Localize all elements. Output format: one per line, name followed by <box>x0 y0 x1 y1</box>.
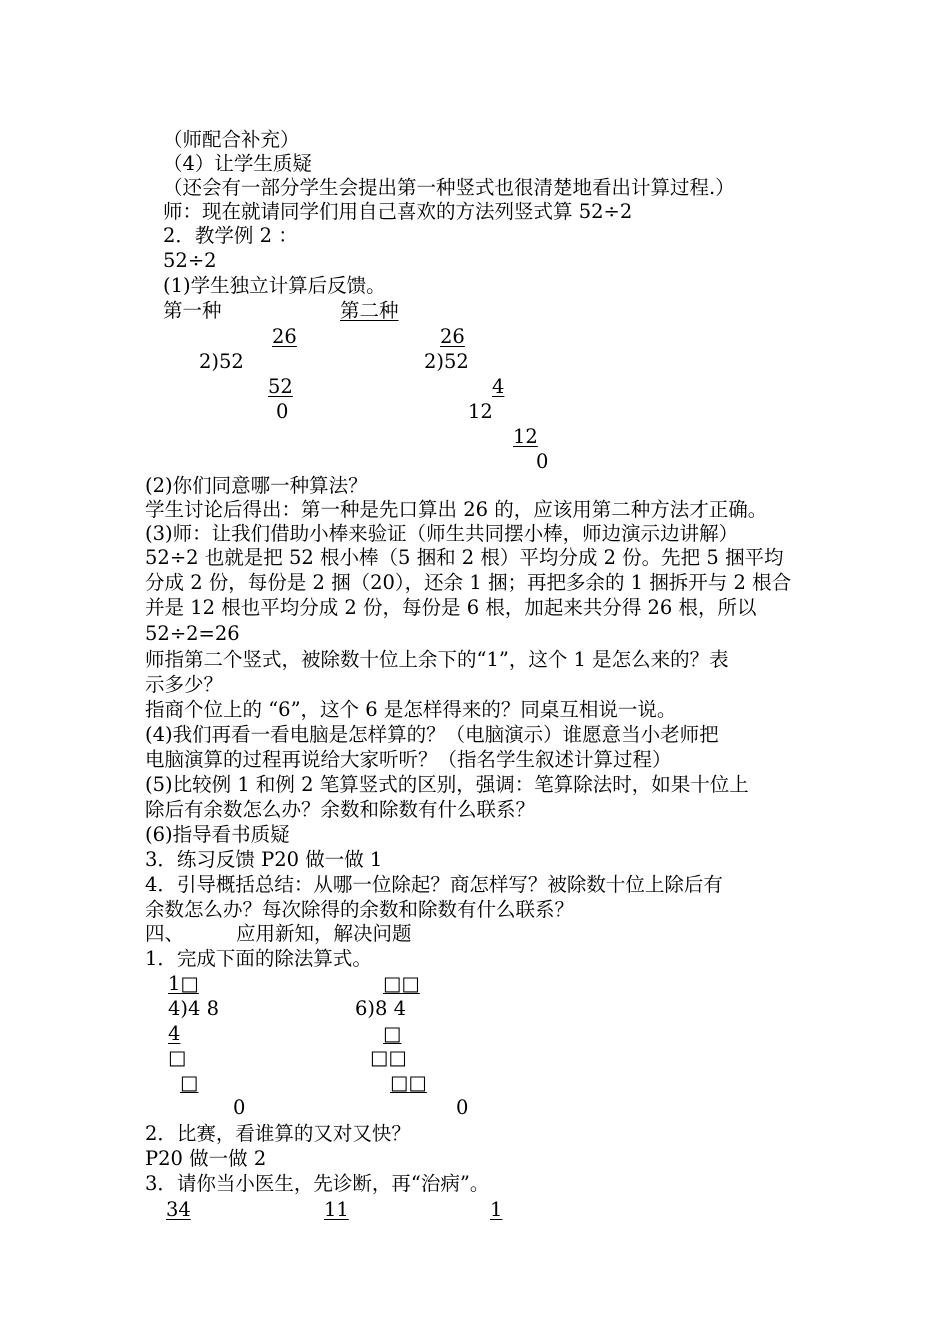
division-remainder: 0 <box>276 400 289 423</box>
division-remainder: 0 <box>456 1096 469 1119</box>
text-line: （师配合补充） <box>163 128 300 151</box>
text-line: 除后有余数怎么办？余数和除数有什么联系？ <box>145 798 536 821</box>
text-line: （还会有一部分学生会提出第一种竖式也很清楚地看出计算过程.） <box>163 176 735 199</box>
division-partial-remainder: □ <box>168 1046 187 1069</box>
text-line: (6)指导看书质疑 <box>145 823 290 846</box>
division-product: □ <box>180 1071 199 1094</box>
division-remainder: 0 <box>233 1096 246 1119</box>
text-line: 示多少？ <box>145 673 224 696</box>
text-line: 2．比赛，看谁算的又对又快？ <box>145 1122 411 1145</box>
text-line: (5)比较例 1 和例 2 笔算竖式的区别，强调：笔算除法时，如果十位上 <box>145 773 749 796</box>
text-line: 指商个位上的 “6”，这个 6 是怎样得来的？同桌互相说一说。 <box>145 698 677 721</box>
text-line: 学生讨论后得出：第一种是先口算出 26 的，应该用第二种方法才正确。 <box>145 498 768 521</box>
text-line: 分成 2 份，每份是 2 捆（20），还余 1 捆；再把多余的 1 捆拆开与 2 根合 <box>145 571 792 594</box>
division-quotient: 1□ <box>168 972 199 995</box>
text-line: 师指第二个竖式，被除数十位上余下的“1”，这个 1 是怎么来的？表 <box>145 648 729 671</box>
division-quotient: 11 <box>324 1198 349 1221</box>
section-number: 四、 <box>145 922 185 945</box>
division-quotient: □□ <box>383 972 420 995</box>
text-line: 并是 12 根也平均分成 2 份，每份是 6 根，加起来共分得 26 根，所以 <box>145 596 757 619</box>
division-partial-remainder: □□ <box>370 1046 407 1069</box>
text-line: 3．请你当小医生，先诊断，再“治病”。 <box>145 1172 490 1195</box>
division-product: 4 <box>168 1022 181 1045</box>
division-remainder: 0 <box>536 450 549 473</box>
division-partial-remainder: 12 <box>468 400 493 423</box>
text-line: (1)学生独立计算后反馈。 <box>163 274 386 297</box>
division-quotient: 26 <box>440 325 465 348</box>
text-line: (3)师：让我们借助小棒来验证（师生共同摆小棒，师边演示边讲解） <box>145 522 739 545</box>
division-product: □ <box>383 1022 402 1045</box>
text-line: 2．教学例 2 ： <box>163 224 298 247</box>
text-line: 余数怎么办？每次除得的余数和除数有什么联系？ <box>145 898 575 921</box>
text-line: 1．完成下面的除法算式。 <box>145 947 372 970</box>
text-line: 52÷2=26 <box>145 622 240 645</box>
text-line: (4)我们再看一看电脑是怎样算的？（电脑演示）谁愿意当小老师把 <box>145 723 719 746</box>
division-dividend: 4)4 8 <box>168 997 220 1020</box>
text-line: 师：现在就请同学们用自己喜欢的方法列竖式算 52÷2 <box>163 200 633 223</box>
division-product: 4 <box>492 375 505 398</box>
method-two-label: 第二种 <box>340 299 399 322</box>
division-quotient: 1 <box>490 1198 503 1221</box>
text-line: 电脑演算的过程再说给大家听听？（指名学生叙述计算过程） <box>145 748 672 771</box>
text-line: (2)你们同意哪一种算法？ <box>145 474 368 497</box>
division-product: 52 <box>268 375 293 398</box>
text-line: 3．练习反馈 P20 做一做 1 <box>145 848 383 871</box>
division-dividend: 2)52 <box>424 350 469 373</box>
division-product: □□ <box>390 1071 427 1094</box>
text-line: （4）让学生质疑 <box>163 152 312 175</box>
text-line: P20 做一做 2 <box>145 1147 267 1170</box>
division-dividend: 6)8 4 <box>355 997 407 1020</box>
division-quotient: 26 <box>272 325 297 348</box>
text-line: 52÷2 <box>163 249 217 272</box>
division-quotient: 34 <box>166 1198 191 1221</box>
text-line: 4．引导概括总结：从哪一位除起？商怎样写？被除数十位上除后有 <box>145 873 723 896</box>
division-product: 12 <box>513 425 538 448</box>
division-dividend: 2)52 <box>199 350 244 373</box>
section-title: 应用新知，解决问题 <box>236 922 412 945</box>
method-one-label: 第一种 <box>163 299 222 322</box>
text-line: 52÷2 也就是把 52 根小棒（5 捆和 2 根）平均分成 2 份。先把 5 捆平均 <box>145 546 784 569</box>
